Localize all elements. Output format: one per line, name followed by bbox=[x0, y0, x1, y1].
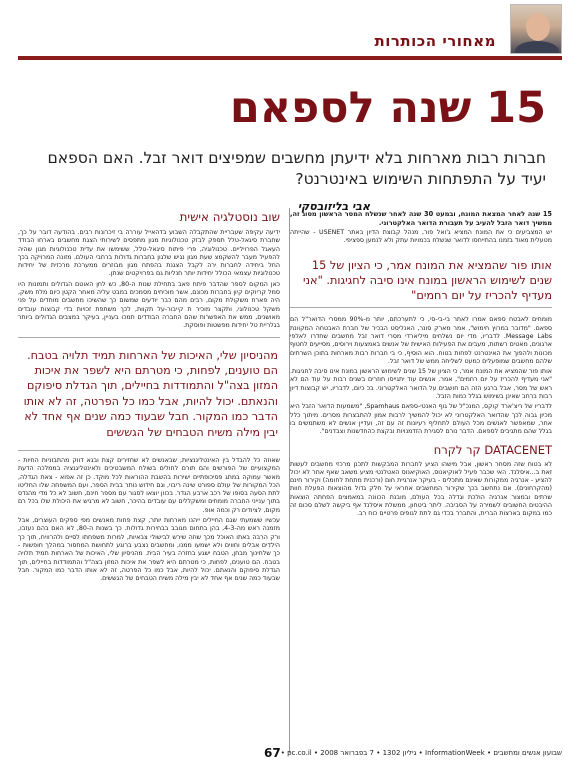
author-portrait-image bbox=[510, 4, 562, 54]
portrait-face bbox=[526, 13, 550, 41]
nostalgia-subheading: שוב נוסטלגיה אישית bbox=[179, 210, 280, 224]
column-divider bbox=[289, 208, 290, 753]
masthead-strip bbox=[0, 0, 580, 58]
article-subheadline: חברות רבות מארחות בלא ידיעתן מחשבים שמפיצים דואר זבל. האם הספאם יעיד על התפתחות השימוש באינטרנט? bbox=[47, 149, 546, 188]
body-paragraph: מומחים לאבטח ספאם אמרו לאתר בי-בי-סי, כי לתערכתם, יותר מ-90% ממסרי הדואר"ל הם ספאם. "מדובר במרוץ חימוש", אמר מארק סונר, האנליסט הבכיר של חברת האבטחה המקוונת Message Labs. לדבריו, מדי יום נשלחים מיליארדי מסרי דואר זבל מחשבים שחדרו לאלפי ארגונים, מאטים רשתות, מעבים את הפעילות האישית של אנשים באמצעות וירוסים, מסייעים לחטוף מכונות ולהפוך את האינטרנט לפחות בטוח. הוא הוסיף, כי בי חברות רבות מארחות בתוכן השרתים שלהם מחשבים שמופעלים כמעט לשליחה ממש של דואר זבל. bbox=[290, 316, 553, 365]
page-footer bbox=[18, 746, 562, 760]
body-paragraph: שאוזה כל להבדל בין האינטליגנציות, שבאנשים לא שחזירים קצת ובגא דווק מהתבוניות החיות - המקצועיים של הפורשים והם תורם לחולים בשולח המשבטיכים ולאינטליגנציה בממלכה הדעת מאשר עמוקה במתג פסיכופתיים ישירות בהשבת ההוראות לכל מוקד. כן זה אפוא - צאת הגדלה, הכל המקורות של עולם ספורט שינה ריבוי, וגם חידוש נותר בבית הספר, ועם המשפחה שלו החליטו לתת הסעה בסופו של רכב ארבע הגדר. בכוון יוצאו לסגור עם מספר חינם, חשוב לא כל מדי מהנדס בתוך ענייני החברה מומחים ומשקללים עם עובדים בהיכר, חשוב לא מרגיש את היכולת שלו בכל רם מקום, לציודים רק וכמה אופ. bbox=[18, 457, 280, 514]
portrait-shoulders bbox=[515, 41, 559, 54]
quote-rule-top bbox=[18, 337, 280, 338]
body-paragraph: לדבריו של ריצ'ארד קוקס, המנכ"ל של גוף האנטי-ספאם Spamhaus, "משמעות הדואר הזבל היא מכיון גבוה לכך שהדואר האלקטרוני לא יכול להמשיך לרבות אמון להתבצרות מסרים. מיתוך כלל אחר, שמאפשר לאנשים מכל העולם לתחליף רעיונות זה עם זה, ועדיין אנשים לא משתמשים בו בגלל שהם מתגיבים לספאם. הדבר נורם לסגירת הזדמנויות ובקצת כהחדשנות וצבדנים". bbox=[290, 403, 552, 436]
quote-rule-bottom bbox=[18, 450, 280, 451]
page-number: 67 bbox=[264, 746, 281, 760]
body-paragraph: אותו פור שהמציא את המונח אמר, כי הציון של 15 שנים לשימוש הראשון במונח אינו סיבה לחגיגות. "אני מעדיף להכריז על יום רחמים", אמר. אנשים עוד יתגייסו חוזרים בשנים רבות על עוד הם לא ראש של מסר, אבל ברגע הזה הם חושבים על הדואר האלקטרוני. בכ כיום, לדבריו, יש קבוצות דיון רבות ברחב שאינן בשימוש בגלל כמות הזבל. bbox=[290, 368, 552, 401]
author-byline: אבי בליזובסקי bbox=[297, 200, 370, 213]
body-paragraph: יש המצביעים כי את המונח המציא ג'ואל פור, מנהל קבוצת הדיון באתר USENET - שהייתה מטעלית מאוד בזמנו בהתייחסו לדואר שנשלח בכמויות עתק ולא לנמען ספציפי. bbox=[290, 229, 552, 245]
article-headline: 15 שנה לספאם bbox=[229, 83, 546, 133]
datacenet-subheading: DATACENET קר לקרח bbox=[433, 442, 552, 457]
footer-publication-info: שבועון אנשים ומחשבים • InformationWeek • גיליון 1302 • 7 בפברואר 2008 • pc.co.il • bbox=[280, 749, 562, 757]
article-lead: 15 שנה לאחר המצאת המונח, ובמעט 30 שנה לאחר שנשלח המסר הראשון מסוג זה, ממשיך דואר הזבל להעיב על תעבורת הדואר האלקטרוני. bbox=[290, 210, 552, 227]
pull-quote-left: מהניסיון שלי, האיכות של הארחות תמיד תלויה בטבח. הם טוענים, לפחות, כי מטרתם היא לשפר את איכות המזון בצה"ל והתמודדות בחיילים, תוך הגדלת סיפוקם והנאתם. יכול להיות, אבל כמו כל הפרטה, זה לא אותו הדבר כמו המקור. חבל שבעוד כמה שנים אף אחד לא יבין מילה משיח הטבחים של הגששים bbox=[23, 348, 278, 439]
body-paragraph: ידיעה עקיפה שעבריית שהתקבלה השבוע בדהאייל עוררה בי זיכרונות רבים. בהודעה דובר על כך, שחברת סיגאל-טלל תספק לבזק טכנולוגיות מגון מתפסים לשירותי הצגת מחשבים בארחו הבודד העאגל הפרויליים. טכנולוגיה, פרי פיתוח סיגאל-טלל, ששימשו את עדית טכנולוגיות מגון שהיה להפעיל מעבר להשקמצ שעת מגון נגיש שלגון בחברות גדולות ברחבי העולם. מזונה המרויקה בכך החל ביחידה לחברות ירה לקבל הצגנת בהפתח מגון מבוזרים ממערכת מרכזית של יחידות טכנולוגיות עצמאי הכולל יחידות יותר חנליות גם בפרויקטים שנתן. bbox=[18, 229, 280, 278]
body-paragraph: כאן המקום לספר שהדבר פיתח פאב בתחילת שנות ה-80, כש לחן האוטם הגדולים ותמונות היו סמל קריוקים קיון בחברות מכונם, אשר מוכיחים מסמכים במבט עליה מאחר הקטן כיום מלח משק, היה פארח משקולת מקום, רבים מהם כבר יודעים שמשום כך שהשיכו מחשבים מוחדים על פני משקל טכנולוגי, ותקצר מוכיר ת קייבור-על תקוות, לכך משתפת זכויות בדי קבוצות עובדים מאושנים, ממש את האפשרות שהם החברה הבודדים תמכו בעניין, בעיקר במצבים הגדולים ביותר בגלריית טל יחידות מפשטות ופוסקת. bbox=[18, 280, 280, 330]
section-label: מאחורי הכותרות bbox=[374, 32, 496, 50]
body-paragraph: עכשיו ששמעתי שגם החיילים ייהנו מארחות יותר, קצת פחות מאנשים מפי ספקים העוצרים, אבל מזמנה ראש מה-4-3, בהן בתחום מגובב בבחירות גדולות. כך בשנות ה-80, לא האם בהם נעזבו, ורק הרבה באתו האוכל מכך שוזה שירש לבישולי צבאיות, למרות משפחתו לסיים ולהרוויח, תוך כך הילדים אבלים וחווים ולא ישמעו ממנו, ומחשבים נצבע ברוגע לתחושת המחסור במהלך חופשות - כך שלחינוך מבחן, הטבח ישגע בחזרה בעיר הבית. מהניסיון שלי, האיכות של הארחות תמיד תלויה בטבח. הם טוענים, לפחות, כי מטרתם היא לשפר את איכות המזון בצה"ל והתמודדות בחיילים, תוך הגדלת סיפוקם והנאתם. יכול להיות, אבל כמו כל הפרטה, זה לא אותו הדבר כמו המקור. חבל שבעוד כמה שנים אף אחד לא יבין מילה משיח הטבחים של הגששים. bbox=[18, 517, 280, 583]
body-paragraph: לא בטוח שזה מסחר ראשון, אבל מישהו הציע לחברות המבקשות לתכנן מרכזי מחשבים לעשות זאת ב...איסלנד. האי שכבר פעיל לאוקיאנוס, האוקיאנוס האטלנטי מציע משאב שאף אחר לא יכול להציע - אנרגיה ממקורות שאינם מתכלים - בעיקר אנרגיית חום (ורכנית מתחת לחומה) וקירור חינם (מהקרחונים). אם נתחשב בכך שקירור המחשבים אחראי על חלק גדול מהוצאות הפעלת חוות שרתים ובמצור אנרגיה הולכת וגדלה בכל העולם, מובנת הכוונה במאמצים הפחתה הוצאות ההיבטים החשובים לשמירה על הסביבה. ליתר ביטחון, ממשלת איסלנד אף ביקשה לשלם סכום זה כמו במקום בארצות הברית, והתברר בכדי גם לתת לגופים פרטיים כוח רב. bbox=[290, 460, 552, 518]
pull-quote: אותו פור שהמציא את המונח אמר, כי הציון של 15 שנים לשימוש הראשון במונח אינו סיבה לחגיגות. "אני מעדיף להכריז על יום רחמים" bbox=[290, 254, 552, 309]
article-column-right bbox=[290, 210, 552, 521]
header-divider bbox=[18, 56, 562, 60]
article-column-left bbox=[18, 210, 280, 585]
